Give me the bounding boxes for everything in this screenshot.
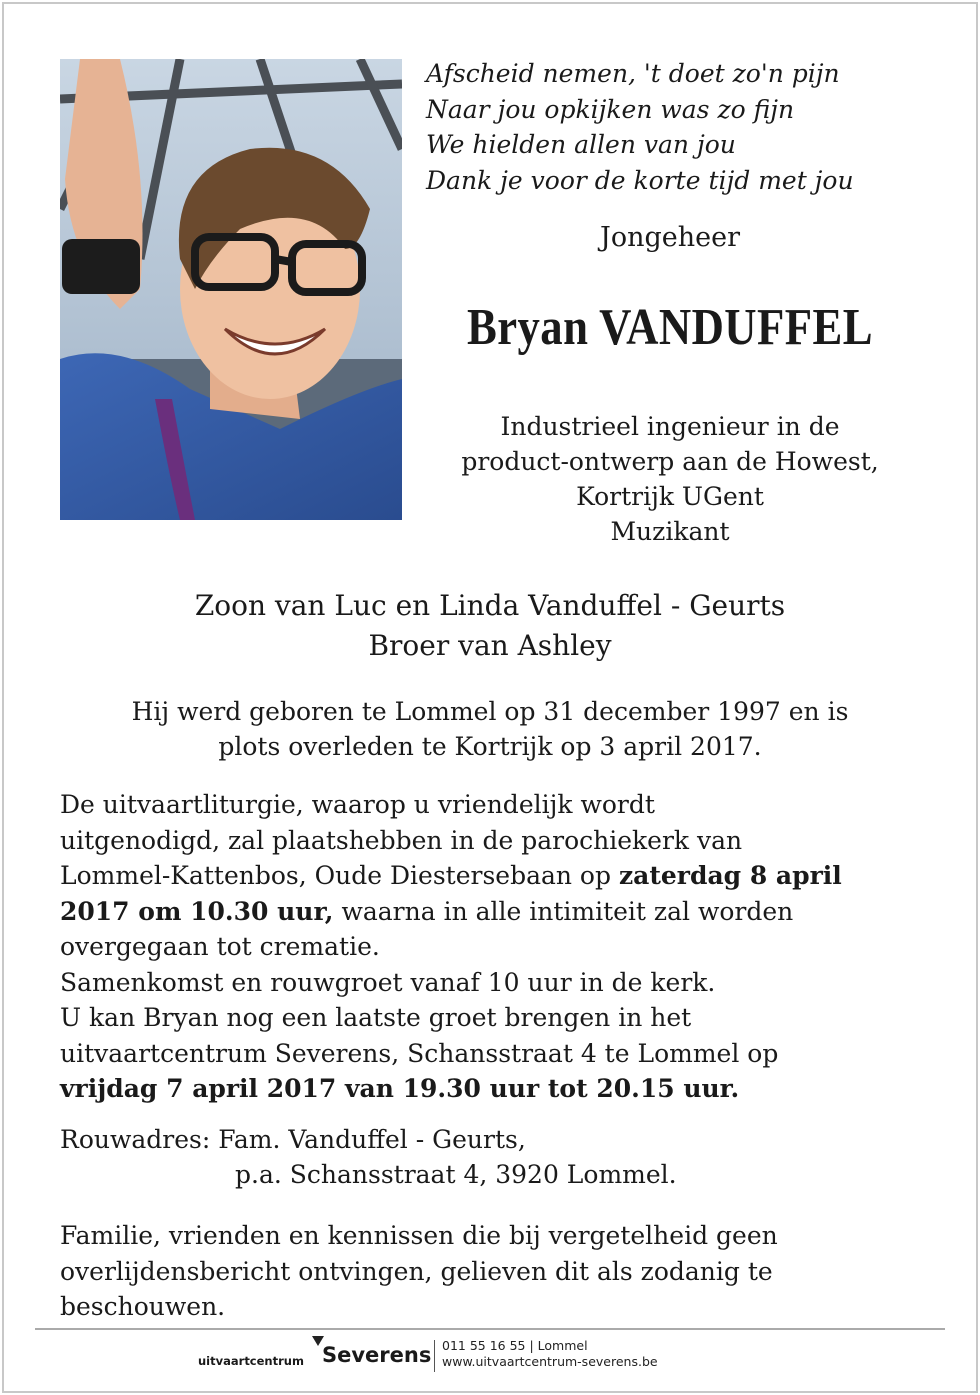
liturgy-line: overgegaan tot crematie. xyxy=(60,932,380,961)
liturgy-text: Lommel-Kattenbos, Oude Diestersebaan op xyxy=(60,861,619,890)
liturgy-line: De uitvaartliturgie, waarop u vriendelijk wordt xyxy=(60,790,655,819)
liturgy-line: Samenkomst en rouwgroet vanaf 10 uur in de kerk. xyxy=(60,967,716,997)
deceased-name: Bryan VANDUFFEL xyxy=(466,299,874,356)
footer-separator xyxy=(434,1340,435,1372)
portrait-photo xyxy=(60,59,402,520)
footer-label: uitvaartcentrum xyxy=(198,1354,304,1368)
liturgy-line: U kan Bryan nog een laatste groet brengen in het xyxy=(60,1003,692,1032)
liturgy-line: uitgenodigd, zal plaatshebben in de parochiekerk van xyxy=(60,825,743,855)
liturgy-line xyxy=(60,894,940,930)
occupation-block xyxy=(420,409,920,549)
liturgy-line xyxy=(60,1071,940,1107)
closing-line: overlijdensbericht ontvingen, gelieven dit als zodanig te xyxy=(60,1256,773,1286)
liturgy-date: zaterdag 8 april xyxy=(618,861,842,890)
birth-line: plots overleden te Kortrijk op 3 april 2017. xyxy=(218,732,762,761)
poem-line: We hielden allen van jou xyxy=(426,130,736,159)
birth-block xyxy=(0,694,980,764)
occupation-line: Muzikant xyxy=(610,517,730,546)
liturgy-line: uitvaartcentrum Severens, Schansstraat 4 te Lommel op xyxy=(60,1038,779,1068)
liturgy-time: 2017 om 10.30 uur, xyxy=(60,896,334,926)
viewing-time: vrijdag 7 april 2017 van 19.30 uur tot 20.15 uur. xyxy=(60,1074,740,1103)
liturgy-line xyxy=(60,858,940,894)
closing-block xyxy=(60,1218,940,1325)
birth-line: Hij werd geboren te Lommel op 31 december 1997 en is xyxy=(131,697,849,726)
salutation: Jongeheer xyxy=(600,222,740,253)
footer-brand: Severens xyxy=(322,1343,432,1367)
poem-line: Naar jou opkijken was zo fijn xyxy=(426,94,795,124)
poem xyxy=(426,56,966,198)
occupation-line: product-ontwerp aan de Howest, xyxy=(461,447,879,476)
family-block xyxy=(0,586,980,666)
poem-line: Dank je voor de korte tijd met jou xyxy=(426,165,854,195)
footer-website[interactable]: www.uitvaartcentrum-severens.be xyxy=(442,1354,658,1369)
occupation-line: Kortrijk UGent xyxy=(576,482,764,511)
mourning-address-line: Rouwadres: Fam. Vanduffel - Geurts, xyxy=(60,1125,526,1154)
family-line: Broer van Ashley xyxy=(368,629,612,662)
family-line: Zoon van Luc en Linda Vanduffel - Geurts xyxy=(194,589,786,622)
poem-line: Afscheid nemen, 't doet zo'n pijn xyxy=(426,59,840,88)
liturgy-block xyxy=(60,787,940,1107)
footer-contact xyxy=(442,1338,658,1370)
closing-line: beschouwen. xyxy=(60,1292,226,1321)
closing-line: Familie, vrienden en kennissen die bij vergetelheid geen xyxy=(60,1221,778,1250)
footer-phone: 011 55 16 55 | Lommel xyxy=(442,1338,588,1353)
mourning-address-line: p.a. Schansstraat 4, 3920 Lommel. xyxy=(235,1160,677,1189)
liturgy-text: waarna in alle intimiteit zal worden xyxy=(333,896,794,926)
occupation-line: Industrieel ingenieur in de xyxy=(500,412,840,441)
footer-divider xyxy=(35,1328,945,1330)
